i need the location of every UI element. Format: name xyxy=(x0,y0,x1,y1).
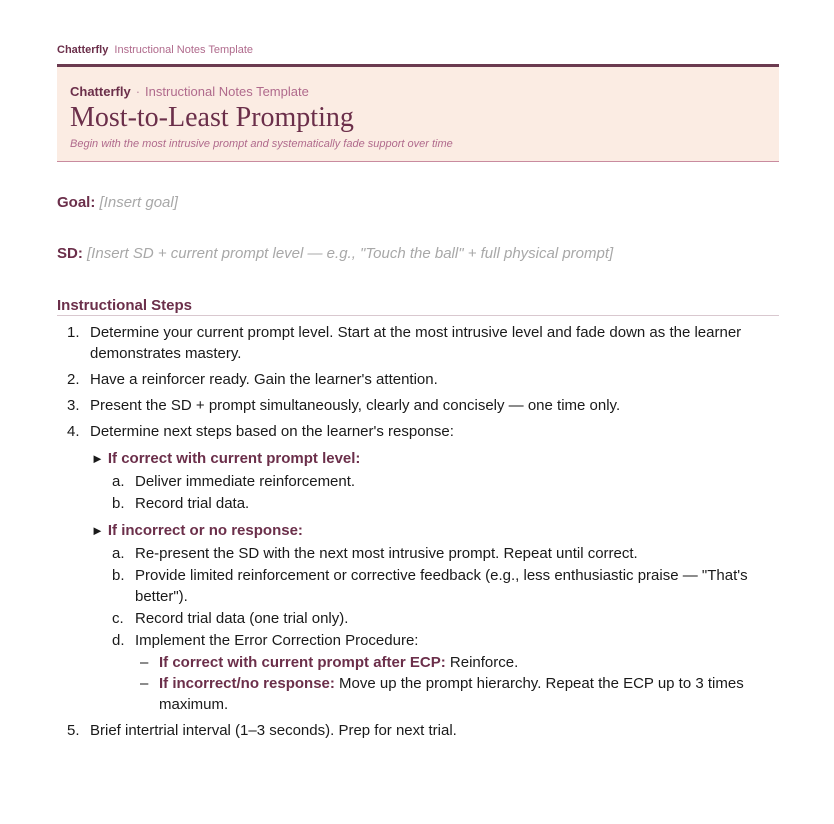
step-item xyxy=(57,369,779,390)
step-item xyxy=(57,322,779,364)
ecp-item xyxy=(135,673,779,715)
dash-bullet: – xyxy=(140,654,149,671)
goal-label: Goal: xyxy=(57,194,96,211)
sub-step-text: Record trial data. xyxy=(135,495,250,512)
banner-separator: · xyxy=(135,84,141,99)
step-item xyxy=(57,421,779,715)
banner-kicker xyxy=(70,84,309,99)
step-text: Determine next steps based on the learner's response: xyxy=(90,423,454,440)
ecp-condition: If incorrect/no response: xyxy=(159,675,335,692)
sub-step-letter: b. xyxy=(112,567,125,584)
sub-step-text: Re-present the SD with the next most intrusive prompt. Repeat until correct. xyxy=(135,545,638,562)
running-header xyxy=(57,44,253,56)
title-banner xyxy=(57,64,779,162)
step-item xyxy=(57,720,779,741)
branch-incorrect-list xyxy=(91,543,779,715)
sub-step-letter: d. xyxy=(112,632,125,649)
sd-label: SD: xyxy=(57,245,83,262)
sub-step-letter: b. xyxy=(112,495,125,512)
step-number: 3. xyxy=(67,397,80,414)
sub-step-item xyxy=(91,630,779,715)
sub-step-text: Deliver immediate reinforcement. xyxy=(135,473,356,490)
page-tagline: Begin with the most intrusive prompt and systematically fade support over time xyxy=(70,138,453,150)
banner-brand: Chatterfly xyxy=(70,84,131,99)
step-number: 5. xyxy=(67,722,80,739)
dash-bullet: – xyxy=(140,675,149,692)
branch-correct-list xyxy=(91,471,779,514)
instructional-steps-heading: Instructional Steps xyxy=(57,297,779,316)
branch-incorrect-heading xyxy=(91,520,779,541)
sub-step-letter: a. xyxy=(112,545,125,562)
step-text: Brief intertrial interval (1–3 seconds). Prep for next trial. xyxy=(90,722,457,739)
step-item xyxy=(57,395,779,416)
ecp-item xyxy=(135,652,779,673)
branch-incorrect xyxy=(91,520,779,715)
step-number: 1. xyxy=(67,324,80,341)
step-number: 2. xyxy=(67,371,80,388)
banner-subtitle: Instructional Notes Template xyxy=(145,84,309,99)
sub-step-text: Provide limited reinforcement or corrective feedback (e.g., less enthusiastic praise — "That's better"). xyxy=(135,567,748,605)
step-text: Determine your current prompt level. Start at the most intrusive level and fade down as the learner demonstrates mastery. xyxy=(90,324,742,362)
triangle-right-icon: ► xyxy=(91,523,104,538)
instructional-steps-list xyxy=(57,322,779,746)
sub-step-item xyxy=(91,493,779,514)
sd-placeholder[interactable]: [Insert SD + current prompt level — e.g., "Touch the ball" + full physical prompt] xyxy=(87,245,614,262)
sub-step-text: Record trial data (one trial only). xyxy=(135,610,349,627)
header-subtitle: Instructional Notes Template xyxy=(114,44,253,56)
goal-placeholder[interactable]: [Insert goal] xyxy=(99,194,178,211)
ecp-action: Move up the prompt hierarchy. Repeat the ECP up to 3 times maximum. xyxy=(159,675,744,713)
sub-step-text: Implement the Error Correction Procedure: xyxy=(135,632,419,649)
sub-step-letter: a. xyxy=(112,473,125,490)
sub-step-letter: c. xyxy=(112,610,124,627)
sd-field[interactable] xyxy=(57,245,613,262)
ecp-list xyxy=(135,652,779,715)
branch-correct-heading xyxy=(91,448,779,469)
sub-step-item xyxy=(91,608,779,629)
sub-step-item xyxy=(91,471,779,492)
branch-incorrect-label: If incorrect or no response: xyxy=(107,522,303,539)
sub-step-item xyxy=(91,543,779,564)
ecp-condition: If correct with current prompt after ECP: xyxy=(159,654,446,671)
goal-field[interactable] xyxy=(57,194,178,211)
branch-correct xyxy=(91,448,779,514)
step-text: Have a reinforcer ready. Gain the learner's attention. xyxy=(90,371,438,388)
sub-step-item xyxy=(91,565,779,607)
step-number: 4. xyxy=(67,423,80,440)
ecp-action: Reinforce. xyxy=(449,654,519,671)
header-brand: Chatterfly xyxy=(57,44,109,56)
triangle-right-icon: ► xyxy=(91,451,104,466)
step-text: Present the SD + prompt simultaneously, clearly and concisely — one time only. xyxy=(90,397,621,414)
branch-correct-label: If correct with current prompt level: xyxy=(107,450,361,467)
page-title: Most-to-Least Prompting xyxy=(70,102,354,133)
